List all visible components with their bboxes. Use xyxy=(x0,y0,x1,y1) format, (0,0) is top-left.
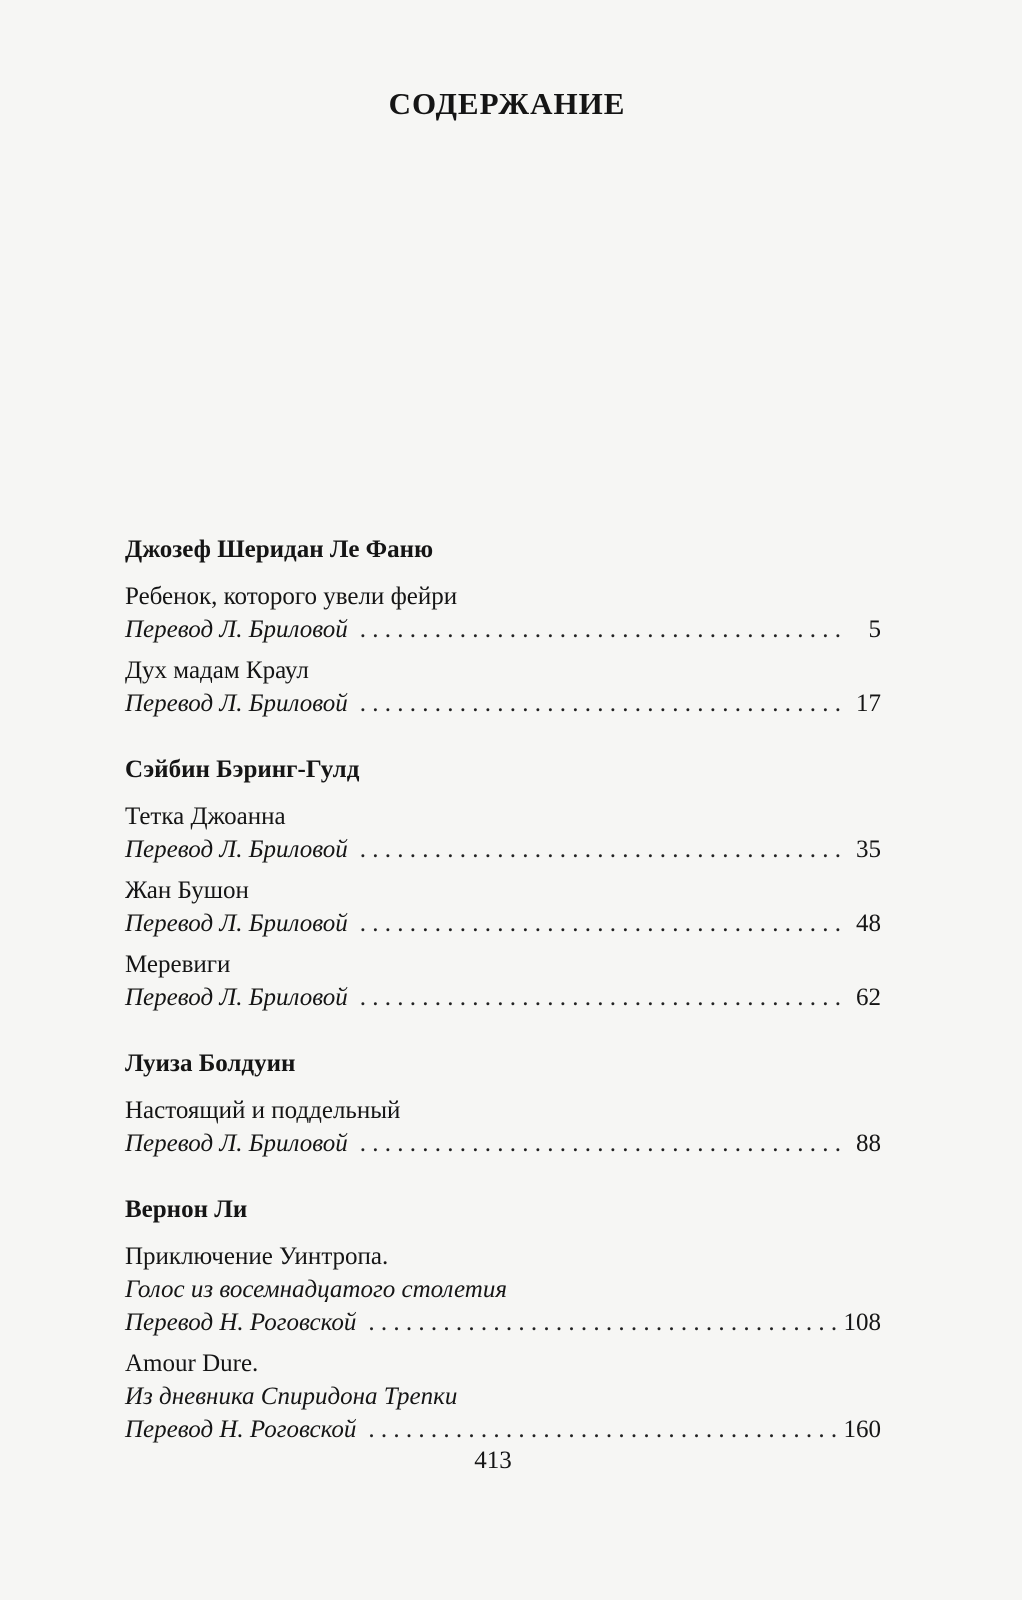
work-subtitle: Голос из восемнадцатого столетия xyxy=(125,1276,507,1303)
work-title: Приключение Уинтропа. xyxy=(125,1243,389,1270)
translator-row xyxy=(125,687,881,720)
page-title: СОДЕРЖАНИЕ xyxy=(388,86,626,121)
dot-leader xyxy=(360,1127,841,1160)
dot-leader xyxy=(360,833,841,866)
toc-page-number: 17 xyxy=(856,690,881,717)
translator-row xyxy=(125,613,881,646)
toc-page-number: 160 xyxy=(843,1416,881,1443)
work-title: Ребенок, которого увели фейри xyxy=(125,583,458,610)
toc-entry[interactable] xyxy=(125,580,881,646)
table-of-contents xyxy=(125,530,881,1476)
toc-page-number: 88 xyxy=(856,1130,881,1157)
translator-row xyxy=(125,1306,881,1339)
author-section xyxy=(125,1190,881,1446)
toc-page-number: 35 xyxy=(856,836,881,863)
work-title: Настоящий и поддельный xyxy=(125,1097,401,1124)
toc-entry[interactable] xyxy=(125,800,881,866)
translator-credit: Перевод Л. Бриловой xyxy=(125,836,348,863)
toc-entry[interactable] xyxy=(125,1094,881,1160)
author-section xyxy=(125,1044,881,1160)
translator-credit: Перевод Л. Бриловой xyxy=(125,1130,348,1157)
toc-entry[interactable] xyxy=(125,874,881,940)
author-name: Вернон Ли xyxy=(125,1196,248,1223)
translator-row xyxy=(125,981,881,1014)
author-name: Сэйбин Бэринг-Гулд xyxy=(125,756,360,783)
work-title: Тетка Джоанна xyxy=(125,803,286,830)
author-name: Луиза Болдуин xyxy=(125,1050,296,1077)
translator-credit: Перевод Н. Роговской xyxy=(125,1416,357,1443)
work-title: Дух мадам Краул xyxy=(125,657,309,684)
translator-credit: Перевод Л. Бриловой xyxy=(125,616,348,643)
work-title: Жан Бушон xyxy=(125,877,249,904)
page-number: 413 xyxy=(474,1447,512,1474)
dot-leader xyxy=(360,907,841,940)
toc-page-number: 62 xyxy=(856,984,881,1011)
translator-row xyxy=(125,1413,881,1446)
toc-page-number: 5 xyxy=(868,616,881,643)
dot-leader xyxy=(360,613,841,646)
toc-entry[interactable] xyxy=(125,948,881,1014)
toc-entry[interactable] xyxy=(125,1347,881,1446)
toc-page-number: 48 xyxy=(856,910,881,937)
translator-credit: Перевод Л. Бриловой xyxy=(125,690,348,717)
work-title: Меревиги xyxy=(125,951,231,978)
translator-credit: Перевод Л. Бриловой xyxy=(125,984,348,1011)
dot-leader xyxy=(360,981,841,1014)
translator-row xyxy=(125,1127,881,1160)
work-subtitle: Из дневника Спиридона Трепки xyxy=(125,1383,458,1410)
author-section xyxy=(125,530,881,720)
work-title: Amour Dure. xyxy=(125,1350,259,1377)
toc-page-number: 108 xyxy=(843,1309,881,1336)
author-name: Джозеф Шеридан Ле Фаню xyxy=(125,536,434,563)
author-section xyxy=(125,750,881,1014)
toc-entry[interactable] xyxy=(125,654,881,720)
translator-row xyxy=(125,907,881,940)
dot-leader xyxy=(368,1413,839,1446)
translator-credit: Перевод Л. Бриловой xyxy=(125,910,348,937)
translator-credit: Перевод Н. Роговской xyxy=(125,1309,357,1336)
translator-row xyxy=(125,833,881,866)
dot-leader xyxy=(360,687,841,720)
dot-leader xyxy=(368,1306,839,1339)
toc-entry[interactable] xyxy=(125,1240,881,1339)
